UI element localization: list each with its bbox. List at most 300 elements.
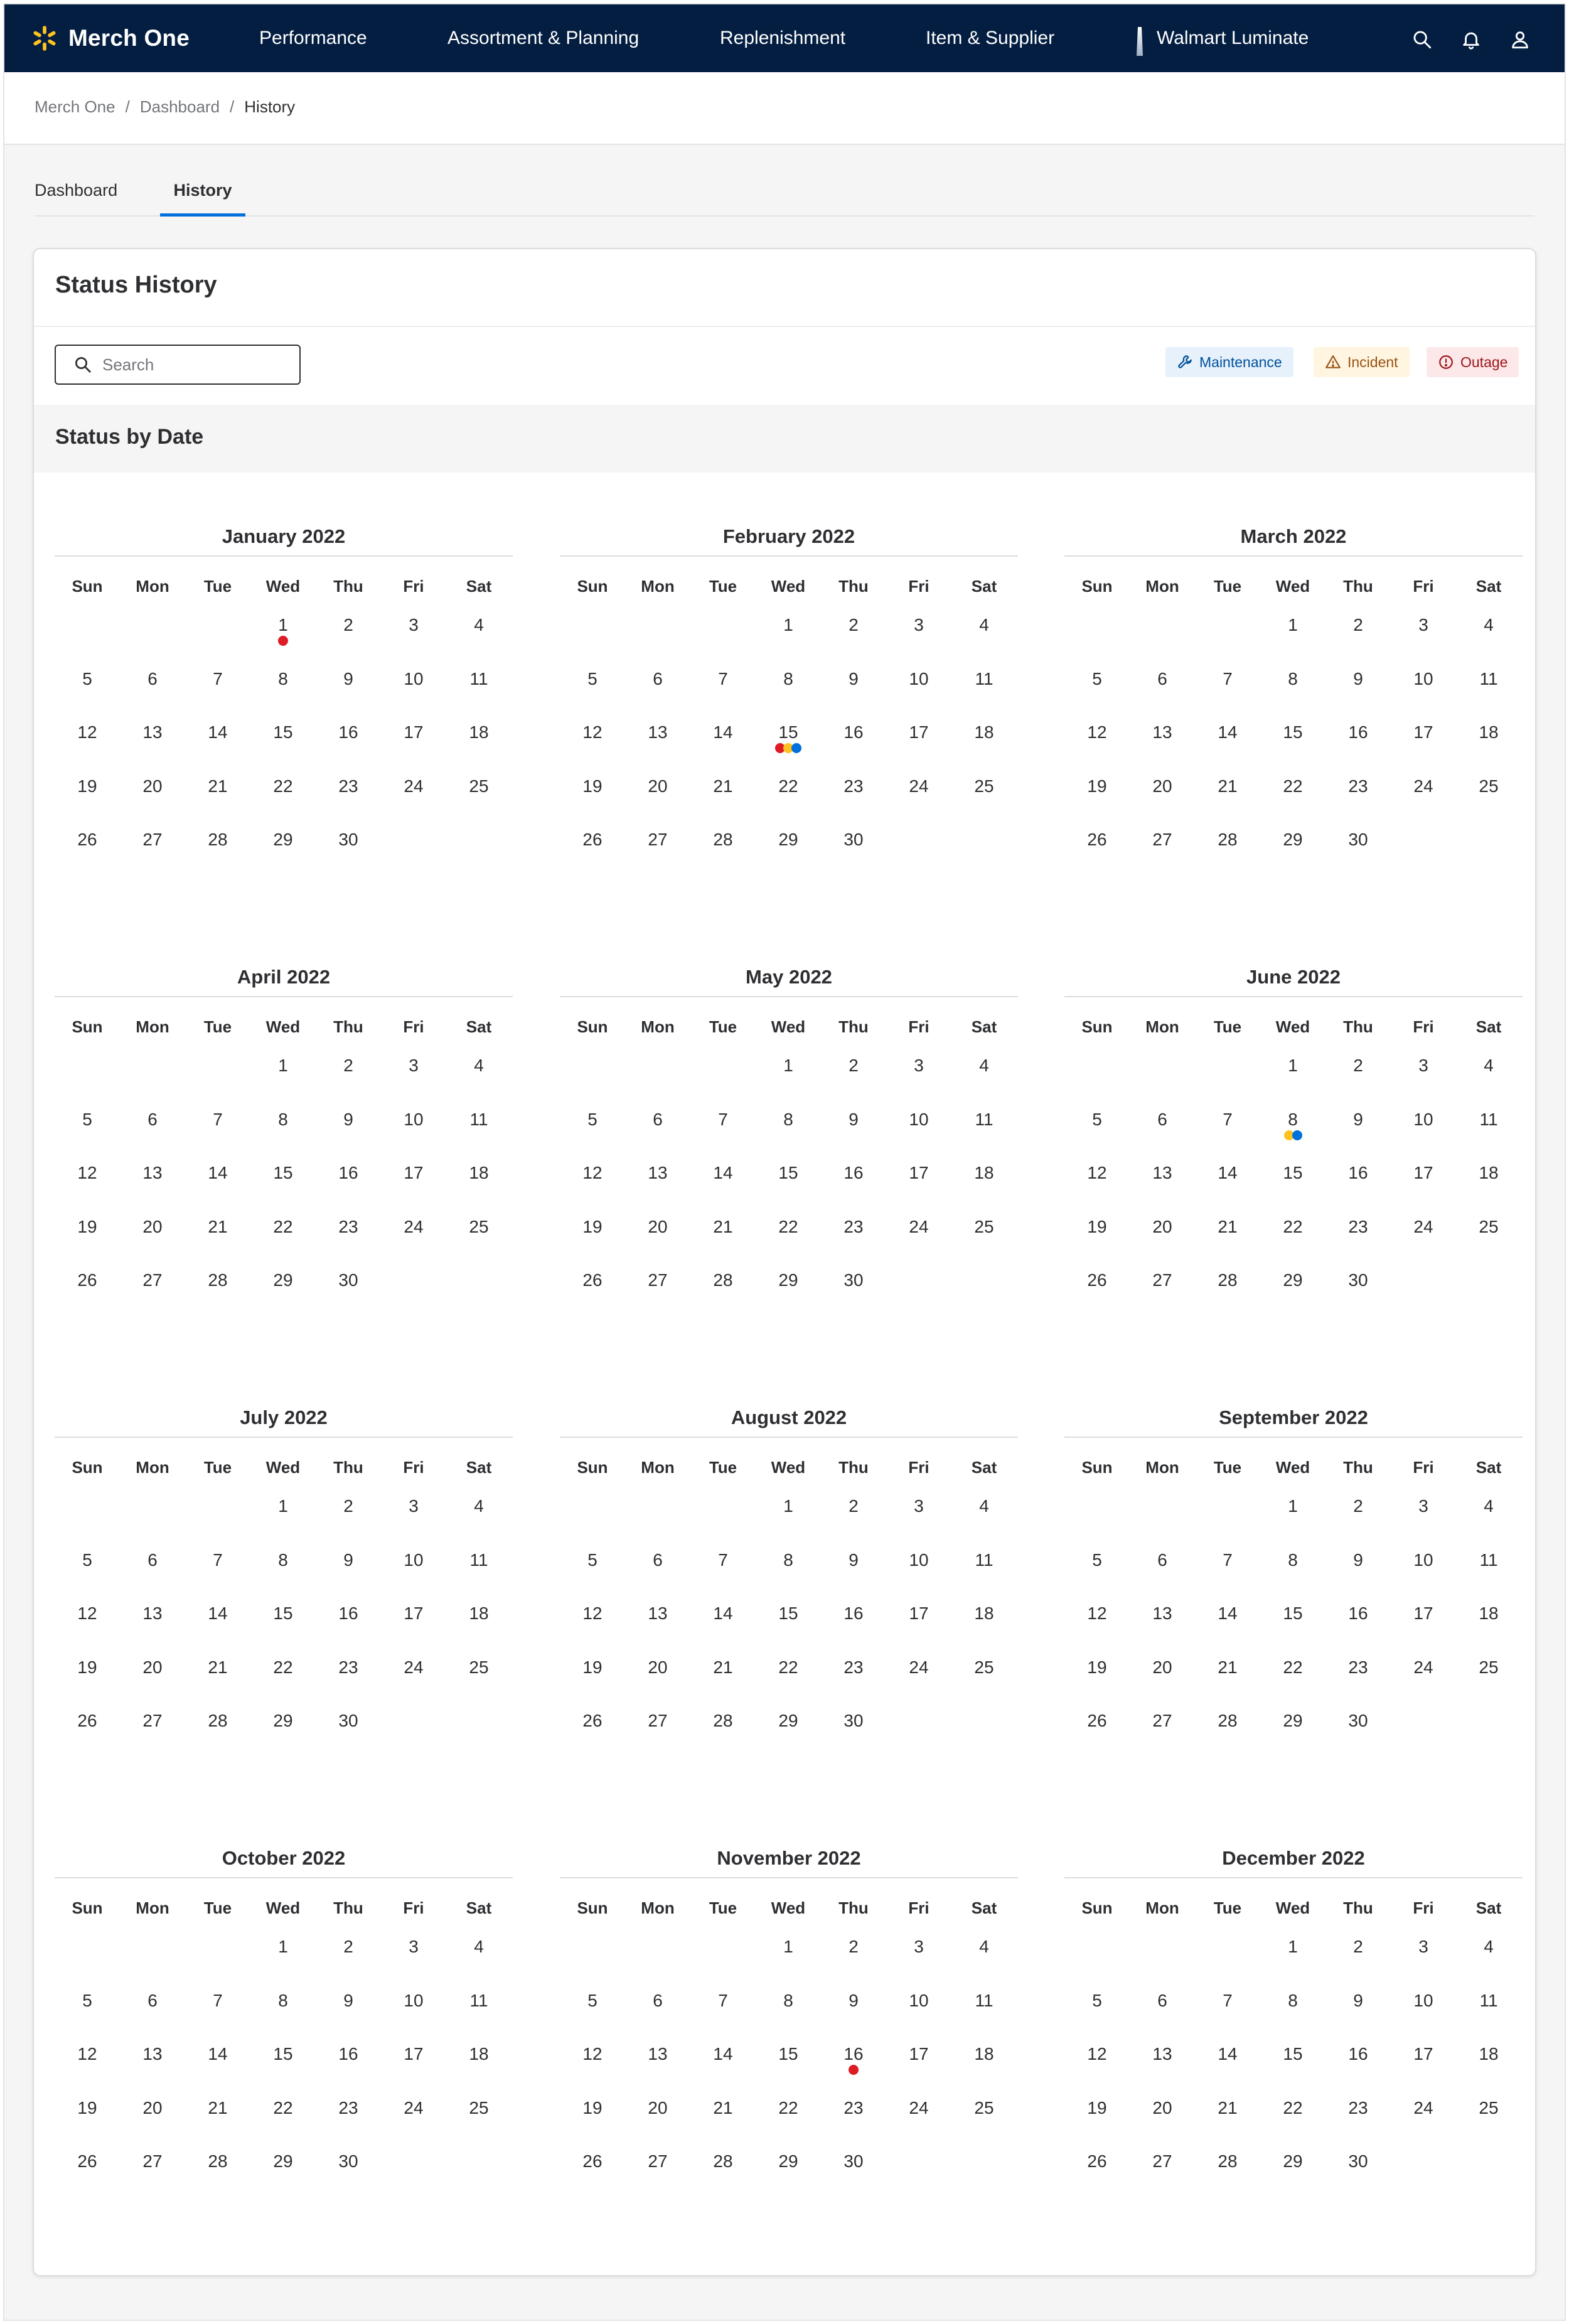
calendar-day[interactable] — [821, 828, 886, 872]
calendar-day[interactable] — [381, 2096, 446, 2140]
calendar-day[interactable] — [1130, 2150, 1195, 2193]
calendar-day[interactable] — [951, 1548, 1017, 1592]
calendar-day[interactable] — [756, 720, 821, 764]
calendar-day[interactable] — [1064, 1268, 1130, 1312]
calendar-day[interactable] — [1391, 1494, 1456, 1538]
calendar-day[interactable] — [951, 1602, 1017, 1646]
calendar-day[interactable] — [446, 1161, 511, 1205]
calendar-day[interactable] — [690, 1161, 756, 1205]
calendar-day[interactable] — [250, 1709, 316, 1753]
calendar-day[interactable] — [120, 1108, 185, 1152]
calendar-day[interactable] — [625, 720, 690, 764]
calendar-day[interactable] — [1064, 1108, 1130, 1152]
calendar-day[interactable] — [951, 720, 1017, 764]
calendar-day[interactable] — [1456, 1054, 1521, 1098]
calendar-day[interactable] — [1325, 1494, 1391, 1538]
calendar-day[interactable] — [1325, 1215, 1391, 1259]
calendar-day[interactable] — [316, 1054, 381, 1098]
calendar-day[interactable] — [55, 1602, 120, 1646]
calendar-day[interactable] — [316, 1494, 381, 1538]
calendar-day[interactable] — [446, 613, 511, 657]
calendar-day[interactable] — [185, 720, 250, 764]
calendar-day[interactable] — [55, 2042, 120, 2086]
calendar-day[interactable] — [185, 1548, 250, 1592]
calendar-day[interactable] — [250, 1935, 316, 1979]
calendar-day[interactable] — [316, 774, 381, 818]
calendar-day[interactable] — [120, 1709, 185, 1753]
calendar-day[interactable] — [886, 667, 951, 711]
calendar-day[interactable] — [560, 1548, 625, 1592]
calendar-day[interactable] — [120, 2096, 185, 2140]
calendar-day[interactable] — [120, 774, 185, 818]
calendar-day[interactable] — [951, 1656, 1017, 1700]
calendar-day[interactable] — [185, 1656, 250, 1700]
calendar-day[interactable] — [756, 2096, 821, 2140]
calendar-day[interactable] — [185, 1108, 250, 1152]
calendar-day[interactable] — [690, 2096, 756, 2140]
nav-performance[interactable]: Performance — [259, 28, 367, 48]
calendar-day[interactable] — [120, 1161, 185, 1205]
calendar-day[interactable] — [1064, 2096, 1130, 2140]
calendar-day[interactable] — [560, 1602, 625, 1646]
calendar-day[interactable] — [250, 1494, 316, 1538]
calendar-day[interactable] — [1456, 774, 1521, 818]
calendar-day[interactable] — [185, 667, 250, 711]
calendar-day[interactable] — [316, 828, 381, 872]
calendar-day[interactable] — [185, 1989, 250, 2033]
calendar-day[interactable] — [821, 1494, 886, 1538]
calendar-day[interactable] — [1391, 613, 1456, 657]
calendar-day[interactable] — [1130, 1656, 1195, 1700]
calendar-day[interactable] — [1456, 1989, 1521, 2033]
calendar-day[interactable] — [560, 2042, 625, 2086]
calendar-day[interactable] — [1195, 828, 1260, 872]
calendar-day[interactable] — [1195, 1709, 1260, 1753]
calendar-day[interactable] — [55, 2150, 120, 2193]
calendar-day[interactable] — [886, 1602, 951, 1646]
calendar-day[interactable] — [316, 667, 381, 711]
calendar-day[interactable] — [886, 1656, 951, 1700]
calendar-day[interactable] — [1260, 667, 1325, 711]
calendar-day[interactable] — [120, 1602, 185, 1646]
calendar-day[interactable] — [756, 1709, 821, 1753]
calendar-day[interactable] — [821, 1161, 886, 1205]
calendar-day[interactable] — [55, 1709, 120, 1753]
calendar-day[interactable] — [1391, 774, 1456, 818]
calendar-day[interactable] — [560, 2096, 625, 2140]
user-icon[interactable] — [1509, 29, 1531, 50]
calendar-day[interactable] — [756, 2042, 821, 2086]
calendar-day[interactable] — [560, 667, 625, 711]
calendar-day[interactable] — [1260, 2096, 1325, 2140]
calendar-day[interactable] — [250, 1548, 316, 1592]
calendar-day[interactable] — [1260, 1494, 1325, 1538]
calendar-day[interactable] — [690, 1108, 756, 1152]
calendar-day[interactable] — [316, 1989, 381, 2033]
search-icon[interactable] — [1411, 29, 1433, 50]
calendar-day[interactable] — [250, 2096, 316, 2140]
calendar-day[interactable] — [250, 1161, 316, 1205]
calendar-day[interactable] — [625, 1108, 690, 1152]
calendar-day[interactable] — [821, 1602, 886, 1646]
calendar-day[interactable] — [821, 2096, 886, 2140]
calendar-day[interactable] — [1130, 1108, 1195, 1152]
calendar-day[interactable] — [1325, 720, 1391, 764]
calendar-day[interactable] — [55, 1268, 120, 1312]
calendar-day[interactable] — [120, 828, 185, 872]
calendar-day[interactable] — [821, 1656, 886, 1700]
calendar-day[interactable] — [1260, 2042, 1325, 2086]
calendar-day[interactable] — [951, 1054, 1017, 1098]
calendar-day[interactable] — [1195, 2096, 1260, 2140]
calendar-day[interactable] — [316, 613, 381, 657]
calendar-day[interactable] — [120, 1989, 185, 2033]
calendar-day[interactable] — [560, 1268, 625, 1312]
calendar-day[interactable] — [1064, 1215, 1130, 1259]
calendar-day[interactable] — [1325, 1709, 1391, 1753]
calendar-day[interactable] — [55, 828, 120, 872]
calendar-day[interactable] — [1260, 828, 1325, 872]
nav-assortment-planning[interactable]: Assortment & Planning — [447, 28, 640, 48]
calendar-day[interactable] — [821, 1268, 886, 1312]
calendar-day[interactable] — [886, 1161, 951, 1205]
calendar-day[interactable] — [1130, 828, 1195, 872]
calendar-day[interactable] — [886, 1054, 951, 1098]
calendar-day[interactable] — [316, 1108, 381, 1152]
calendar-day[interactable] — [316, 1215, 381, 1259]
calendar-day[interactable] — [1391, 1989, 1456, 2033]
calendar-day[interactable] — [1391, 1602, 1456, 1646]
calendar-day[interactable] — [1195, 720, 1260, 764]
calendar-day[interactable] — [560, 828, 625, 872]
calendar-day[interactable] — [756, 1215, 821, 1259]
calendar-day[interactable] — [185, 774, 250, 818]
calendar-day[interactable] — [1130, 1989, 1195, 2033]
calendar-day[interactable] — [1260, 1656, 1325, 1700]
calendar-day[interactable] — [821, 613, 886, 657]
calendar-day[interactable] — [185, 1709, 250, 1753]
calendar-day[interactable] — [446, 2042, 511, 2086]
calendar-day[interactable] — [821, 1215, 886, 1259]
calendar-day[interactable] — [1064, 774, 1130, 818]
calendar-day[interactable] — [690, 2150, 756, 2193]
calendar-day[interactable] — [1064, 1989, 1130, 2033]
calendar-day[interactable] — [446, 2096, 511, 2140]
calendar-day[interactable] — [1130, 1602, 1195, 1646]
calendar-day[interactable] — [1260, 1548, 1325, 1592]
calendar-day[interactable] — [560, 1709, 625, 1753]
calendar-day[interactable] — [120, 1215, 185, 1259]
calendar-day[interactable] — [1391, 2042, 1456, 2086]
calendar-day[interactable] — [1325, 2042, 1391, 2086]
calendar-day[interactable] — [446, 667, 511, 711]
calendar-day[interactable] — [250, 1656, 316, 1700]
calendar-day[interactable] — [1130, 1709, 1195, 1753]
calendar-day[interactable] — [55, 1215, 120, 1259]
calendar-day[interactable] — [1195, 1989, 1260, 2033]
calendar-day[interactable] — [1195, 1548, 1260, 1592]
calendar-day[interactable] — [316, 1709, 381, 1753]
calendar-day[interactable] — [886, 1108, 951, 1152]
calendar-day[interactable] — [625, 774, 690, 818]
calendar-day[interactable] — [250, 1602, 316, 1646]
calendar-day[interactable] — [756, 1268, 821, 1312]
calendar-day[interactable] — [560, 2150, 625, 2193]
calendar-day[interactable] — [1325, 667, 1391, 711]
calendar-day[interactable] — [381, 774, 446, 818]
calendar-day[interactable] — [1325, 1548, 1391, 1592]
calendar-day[interactable] — [250, 613, 316, 657]
calendar-day[interactable] — [185, 828, 250, 872]
calendar-day[interactable] — [1064, 828, 1130, 872]
calendar-day[interactable] — [1130, 1215, 1195, 1259]
calendar-day[interactable] — [446, 720, 511, 764]
calendar-day[interactable] — [756, 667, 821, 711]
calendar-day[interactable] — [1260, 1709, 1325, 1753]
calendar-day[interactable] — [1325, 1602, 1391, 1646]
calendar-day[interactable] — [55, 667, 120, 711]
calendar-day[interactable] — [185, 1602, 250, 1646]
calendar-day[interactable] — [316, 1161, 381, 1205]
calendar-day[interactable] — [1456, 1161, 1521, 1205]
calendar-day[interactable] — [446, 1494, 511, 1538]
calendar-day[interactable] — [250, 774, 316, 818]
calendar-day[interactable] — [446, 1935, 511, 1979]
calendar-day[interactable] — [886, 1548, 951, 1592]
calendar-day[interactable] — [1456, 2096, 1521, 2140]
calendar-day[interactable] — [756, 1548, 821, 1592]
calendar-day[interactable] — [886, 613, 951, 657]
calendar-day[interactable] — [381, 2042, 446, 2086]
calendar-day[interactable] — [625, 1161, 690, 1205]
calendar-day[interactable] — [951, 1935, 1017, 1979]
calendar-day[interactable] — [316, 1656, 381, 1700]
calendar-day[interactable] — [1130, 1548, 1195, 1592]
calendar-day[interactable] — [821, 774, 886, 818]
calendar-day[interactable] — [185, 1215, 250, 1259]
nav-walmart-luminate[interactable]: Walmart Luminate — [1157, 28, 1309, 48]
calendar-day[interactable] — [250, 667, 316, 711]
calendar-day[interactable] — [560, 1989, 625, 2033]
calendar-day[interactable] — [1130, 720, 1195, 764]
calendar-day[interactable] — [120, 667, 185, 711]
calendar-day[interactable] — [690, 828, 756, 872]
calendar-day[interactable] — [1325, 2150, 1391, 2193]
calendar-day[interactable] — [886, 1935, 951, 1979]
calendar-day[interactable] — [381, 1215, 446, 1259]
calendar-day[interactable] — [1391, 1108, 1456, 1152]
calendar-day[interactable] — [1195, 1161, 1260, 1205]
calendar-day[interactable] — [316, 2096, 381, 2140]
tab-dashboard[interactable]: Dashboard — [35, 181, 118, 200]
calendar-day[interactable] — [1195, 2150, 1260, 2193]
calendar-day[interactable] — [560, 720, 625, 764]
calendar-day[interactable] — [381, 1161, 446, 1205]
calendar-day[interactable] — [625, 1548, 690, 1592]
calendar-day[interactable] — [951, 2096, 1017, 2140]
calendar-day[interactable] — [1195, 1108, 1260, 1152]
calendar-day[interactable] — [1260, 2150, 1325, 2193]
nav-replenishment[interactable]: Replenishment — [720, 28, 846, 48]
calendar-day[interactable] — [690, 720, 756, 764]
calendar-day[interactable] — [1260, 1161, 1325, 1205]
calendar-day[interactable] — [185, 2150, 250, 2193]
calendar-day[interactable] — [1325, 1108, 1391, 1152]
calendar-day[interactable] — [625, 1656, 690, 1700]
calendar-day[interactable] — [1391, 1935, 1456, 1979]
calendar-day[interactable] — [690, 1548, 756, 1592]
calendar-day[interactable] — [951, 1494, 1017, 1538]
calendar-day[interactable] — [690, 1268, 756, 1312]
calendar-day[interactable] — [1130, 2042, 1195, 2086]
calendar-day[interactable] — [756, 1161, 821, 1205]
calendar-day[interactable] — [120, 2042, 185, 2086]
calendar-day[interactable] — [690, 1215, 756, 1259]
calendar-day[interactable] — [1260, 1989, 1325, 2033]
calendar-day[interactable] — [1456, 1935, 1521, 1979]
calendar-day[interactable] — [120, 2150, 185, 2193]
calendar-day[interactable] — [1260, 1054, 1325, 1098]
calendar-day[interactable] — [1456, 667, 1521, 711]
calendar-day[interactable] — [55, 720, 120, 764]
calendar-day[interactable] — [250, 1108, 316, 1152]
calendar-day[interactable] — [1260, 1215, 1325, 1259]
calendar-day[interactable] — [446, 1989, 511, 2033]
breadcrumb-merch-one[interactable]: Merch One — [35, 97, 115, 116]
calendar-day[interactable] — [821, 1108, 886, 1152]
calendar-day[interactable] — [821, 1935, 886, 1979]
calendar-day[interactable] — [756, 1935, 821, 1979]
calendar-day[interactable] — [446, 774, 511, 818]
calendar-day[interactable] — [690, 2042, 756, 2086]
calendar-day[interactable] — [1325, 1161, 1391, 1205]
calendar-day[interactable] — [1195, 1215, 1260, 1259]
calendar-day[interactable] — [951, 613, 1017, 657]
calendar-day[interactable] — [55, 1656, 120, 1700]
calendar-day[interactable] — [756, 1494, 821, 1538]
calendar-day[interactable] — [446, 1054, 511, 1098]
calendar-day[interactable] — [1064, 667, 1130, 711]
calendar-day[interactable] — [316, 1602, 381, 1646]
calendar-day[interactable] — [625, 1268, 690, 1312]
calendar-day[interactable] — [951, 1215, 1017, 1259]
calendar-day[interactable] — [1064, 1548, 1130, 1592]
calendar-day[interactable] — [625, 667, 690, 711]
calendar-day[interactable] — [120, 1548, 185, 1592]
calendar-day[interactable] — [886, 1494, 951, 1538]
calendar-day[interactable] — [381, 613, 446, 657]
calendar-day[interactable] — [951, 1161, 1017, 1205]
tab-history[interactable]: History — [160, 169, 245, 217]
calendar-day[interactable] — [1325, 1989, 1391, 2033]
calendar-day[interactable] — [1325, 774, 1391, 818]
calendar-day[interactable] — [1260, 1602, 1325, 1646]
calendar-day[interactable] — [1195, 1602, 1260, 1646]
calendar-day[interactable] — [250, 2150, 316, 2193]
calendar-day[interactable] — [821, 1054, 886, 1098]
calendar-day[interactable] — [120, 1656, 185, 1700]
calendar-day[interactable] — [625, 1709, 690, 1753]
calendar-day[interactable] — [446, 1602, 511, 1646]
calendar-day[interactable] — [690, 667, 756, 711]
calendar-day[interactable] — [886, 1989, 951, 2033]
calendar-day[interactable] — [886, 720, 951, 764]
calendar-day[interactable] — [381, 1108, 446, 1152]
calendar-day[interactable] — [756, 1054, 821, 1098]
calendar-day[interactable] — [1260, 1935, 1325, 1979]
calendar-day[interactable] — [1130, 1161, 1195, 1205]
calendar-day[interactable] — [381, 1989, 446, 2033]
calendar-day[interactable] — [446, 1108, 511, 1152]
calendar-day[interactable] — [886, 774, 951, 818]
calendar-day[interactable] — [1064, 2042, 1130, 2086]
calendar-day[interactable] — [821, 2150, 886, 2193]
calendar-day[interactable] — [625, 2042, 690, 2086]
calendar-day[interactable] — [185, 2042, 250, 2086]
calendar-day[interactable] — [1130, 774, 1195, 818]
calendar-day[interactable] — [1456, 1602, 1521, 1646]
calendar-day[interactable] — [120, 1268, 185, 1312]
calendar-day[interactable] — [625, 1602, 690, 1646]
nav-item-supplier[interactable]: Item & Supplier — [926, 28, 1055, 48]
calendar-day[interactable] — [1325, 1935, 1391, 1979]
calendar-day[interactable] — [1130, 667, 1195, 711]
calendar-day[interactable] — [1325, 1268, 1391, 1312]
calendar-day[interactable] — [316, 1548, 381, 1592]
calendar-day[interactable] — [316, 1268, 381, 1312]
calendar-day[interactable] — [1391, 2096, 1456, 2140]
brand[interactable] — [31, 23, 190, 53]
calendar-day[interactable] — [560, 774, 625, 818]
calendar-day[interactable] — [381, 1054, 446, 1098]
calendar-day[interactable] — [250, 1989, 316, 2033]
calendar-day[interactable] — [1456, 2042, 1521, 2086]
calendar-day[interactable] — [1064, 1602, 1130, 1646]
calendar-day[interactable] — [1456, 1215, 1521, 1259]
calendar-day[interactable] — [250, 2042, 316, 2086]
calendar-day[interactable] — [560, 1656, 625, 1700]
calendar-day[interactable] — [1130, 2096, 1195, 2140]
calendar-day[interactable] — [316, 720, 381, 764]
calendar-day[interactable] — [886, 2042, 951, 2086]
calendar-day[interactable] — [560, 1215, 625, 1259]
calendar-day[interactable] — [690, 774, 756, 818]
calendar-day[interactable] — [821, 720, 886, 764]
calendar-day[interactable] — [250, 828, 316, 872]
calendar-day[interactable] — [1260, 774, 1325, 818]
calendar-day[interactable] — [756, 1602, 821, 1646]
calendar-day[interactable] — [1391, 1054, 1456, 1098]
calendar-day[interactable] — [756, 1108, 821, 1152]
calendar-day[interactable] — [381, 1656, 446, 1700]
calendar-day[interactable] — [756, 1989, 821, 2033]
calendar-day[interactable] — [381, 1548, 446, 1592]
calendar-day[interactable] — [1130, 1268, 1195, 1312]
calendar-day[interactable] — [1195, 1268, 1260, 1312]
calendar-day[interactable] — [381, 1602, 446, 1646]
calendar-day[interactable] — [316, 2150, 381, 2193]
calendar-day[interactable] — [381, 1935, 446, 1979]
calendar-day[interactable] — [1064, 1656, 1130, 1700]
calendar-day[interactable] — [1064, 720, 1130, 764]
calendar-day[interactable] — [185, 2096, 250, 2140]
calendar-day[interactable] — [1456, 1108, 1521, 1152]
calendar-day[interactable] — [250, 1215, 316, 1259]
calendar-day[interactable] — [886, 1215, 951, 1259]
calendar-day[interactable] — [250, 1054, 316, 1098]
calendar-day[interactable] — [690, 1709, 756, 1753]
calendar-day[interactable] — [756, 828, 821, 872]
